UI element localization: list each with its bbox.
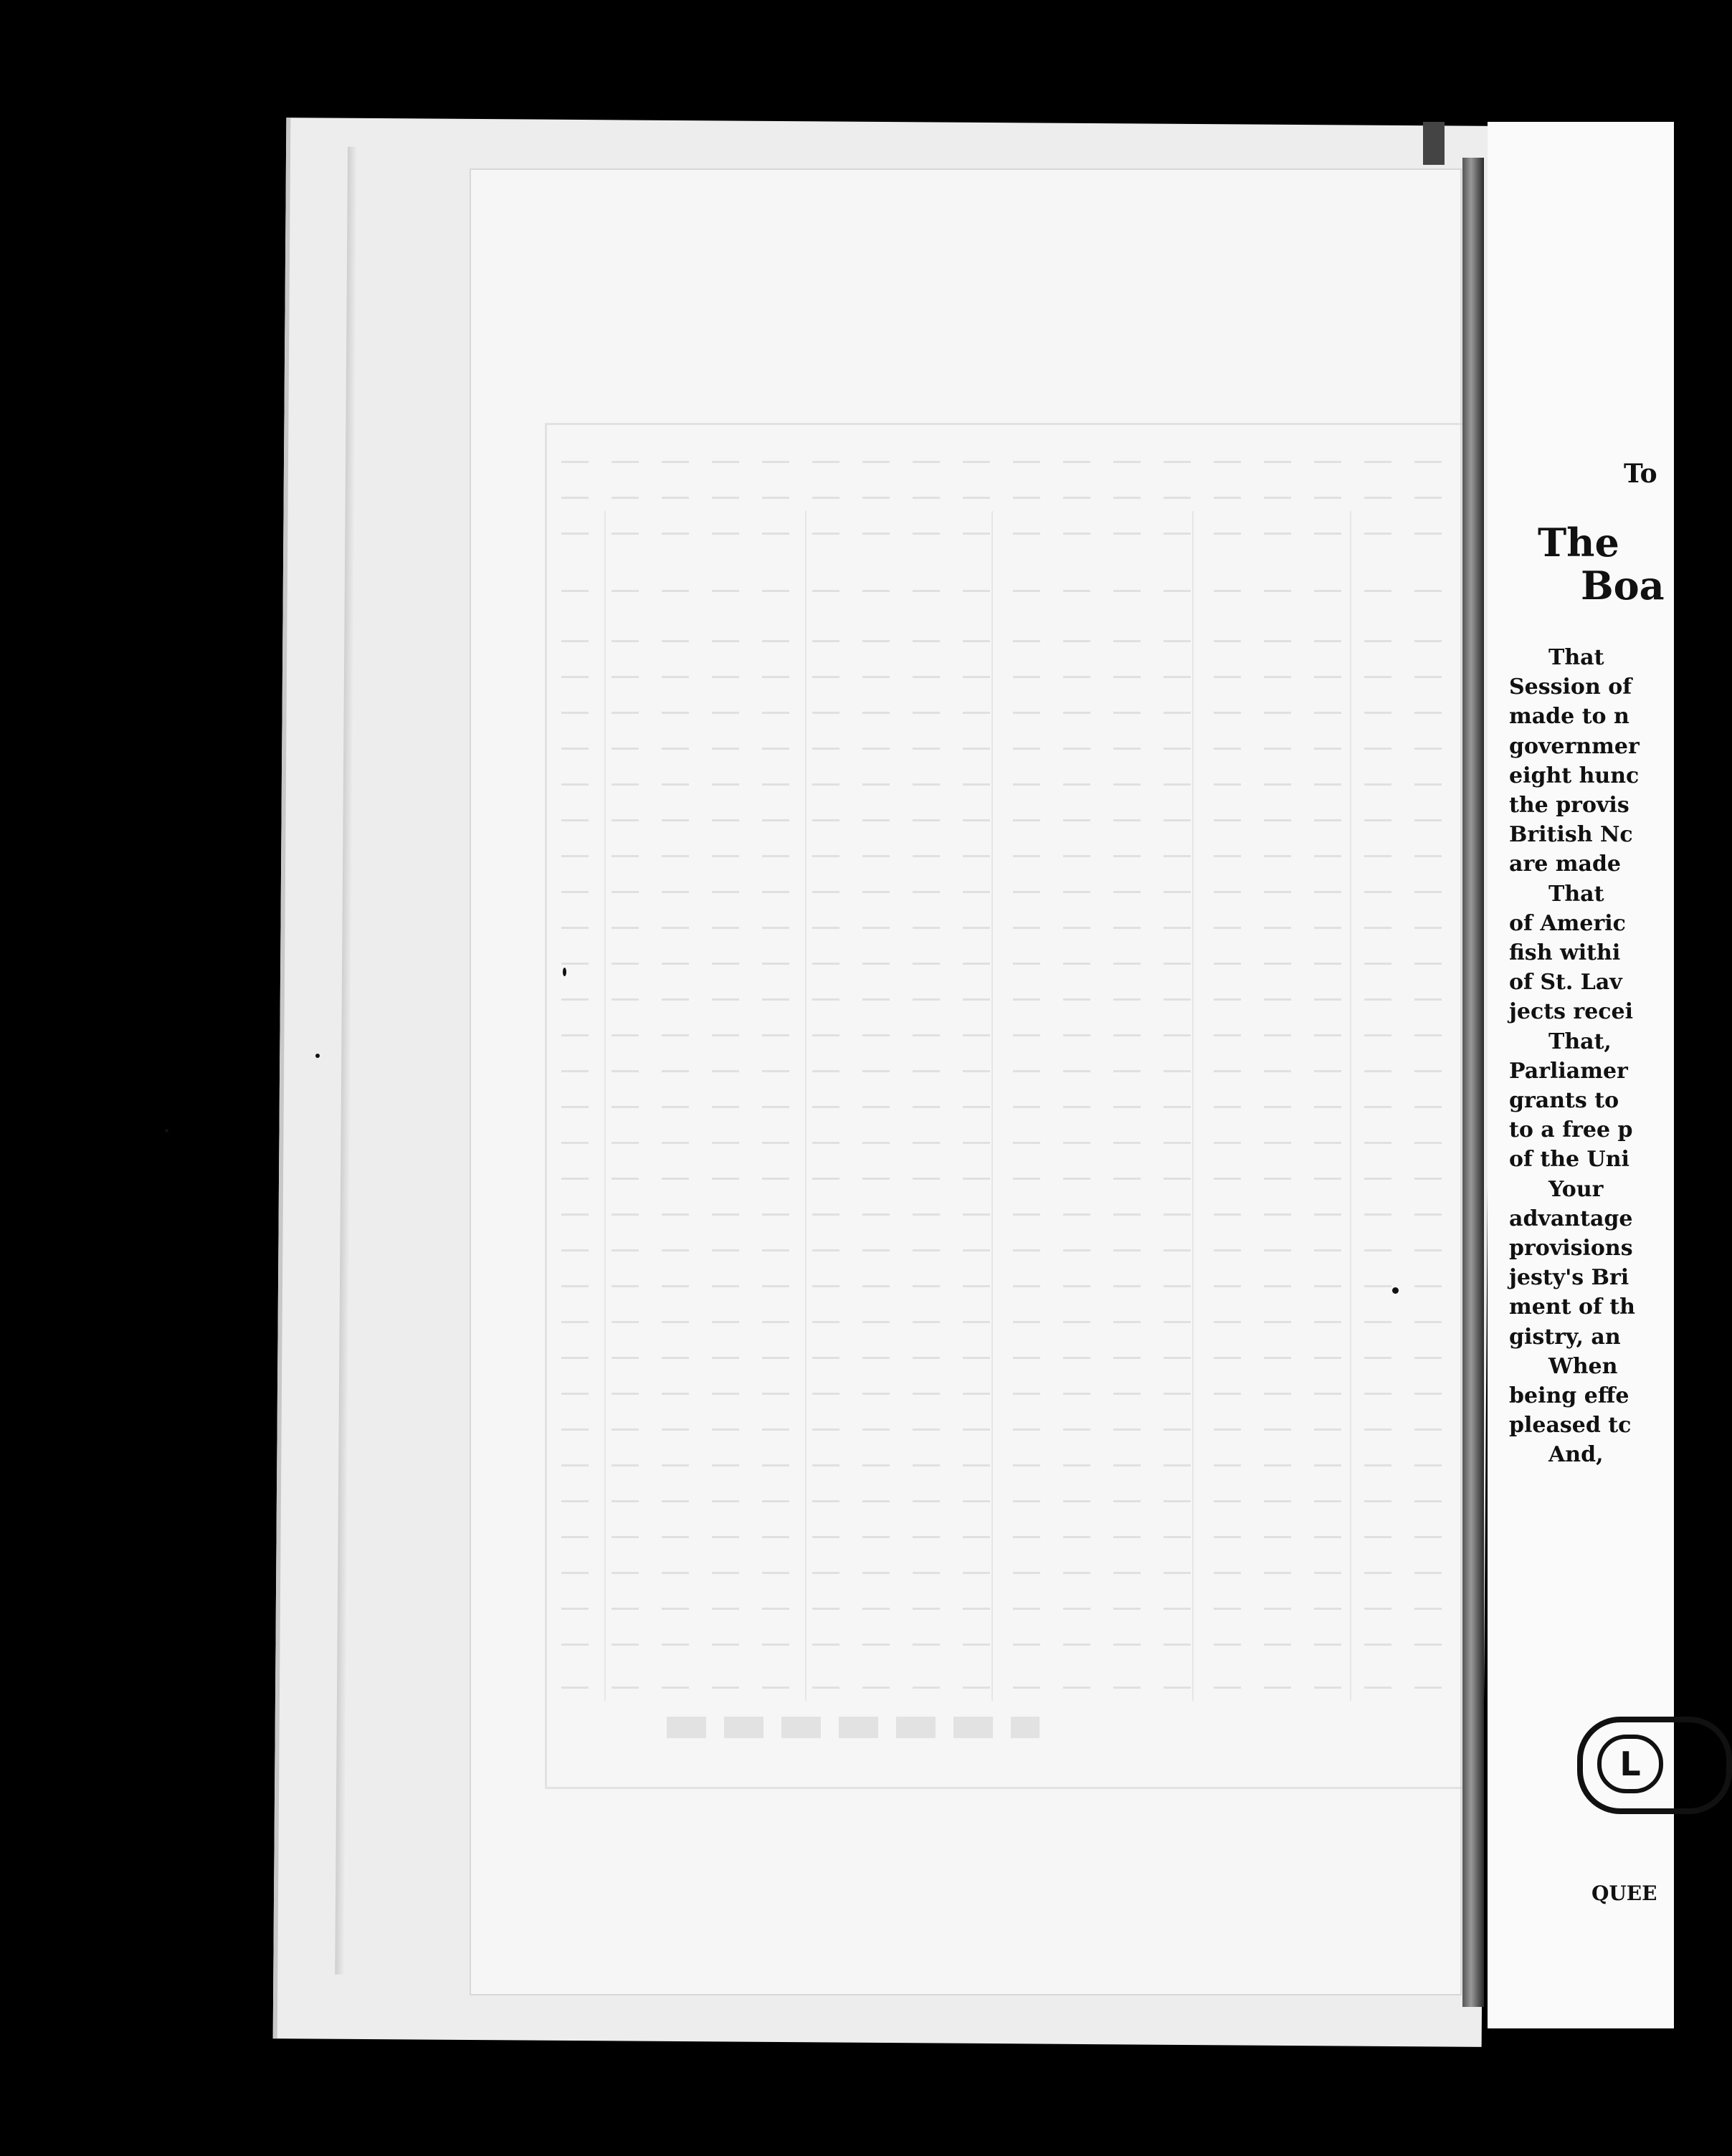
dust-speck <box>563 968 566 976</box>
imprint-footer: QUEE <box>1591 1881 1657 1905</box>
text-line: are made <box>1509 852 1622 877</box>
text-line: made to n <box>1509 704 1629 729</box>
dust-speck <box>315 1054 320 1058</box>
text-line: Your <box>1548 1177 1604 1202</box>
text-line: advantage <box>1509 1206 1633 1231</box>
page-header: To <box>1624 459 1657 489</box>
text-line: of St. Lav <box>1509 970 1622 995</box>
text-line: jects recei <box>1509 999 1634 1024</box>
text-line: That <box>1548 645 1604 670</box>
text-line: When <box>1548 1354 1618 1379</box>
text-line: of Americ <box>1509 911 1626 936</box>
text-line: That <box>1548 882 1604 907</box>
text-line: being effe <box>1509 1383 1629 1408</box>
text-line: gistry, an <box>1509 1325 1621 1350</box>
dust-speck <box>1392 1287 1399 1294</box>
title-line-2: Boa <box>1581 563 1665 609</box>
text-line: provisions <box>1509 1236 1633 1261</box>
title-line-1: The <box>1538 520 1619 566</box>
text-line: to a free p <box>1509 1117 1633 1143</box>
seal-letter: L <box>1597 1735 1663 1793</box>
text-line: governmer <box>1509 734 1640 759</box>
text-line: jesty's Bri <box>1509 1265 1629 1290</box>
text-line: British Nc <box>1509 822 1633 847</box>
text-line: Session of <box>1509 674 1632 700</box>
text-line: pleased tc <box>1509 1413 1632 1438</box>
text-line: eight hunc <box>1509 763 1640 788</box>
dust-speck <box>165 1129 168 1132</box>
text-line: the provis <box>1509 793 1629 818</box>
text-line: Parliamer <box>1509 1059 1628 1084</box>
text-line: And, <box>1548 1442 1604 1467</box>
text-line: ment of th <box>1509 1294 1635 1320</box>
text-line: That, <box>1548 1029 1612 1054</box>
text-line: of the Uni <box>1509 1147 1629 1172</box>
text-line: fish withi <box>1509 940 1621 965</box>
text-line: grants to <box>1509 1088 1619 1113</box>
